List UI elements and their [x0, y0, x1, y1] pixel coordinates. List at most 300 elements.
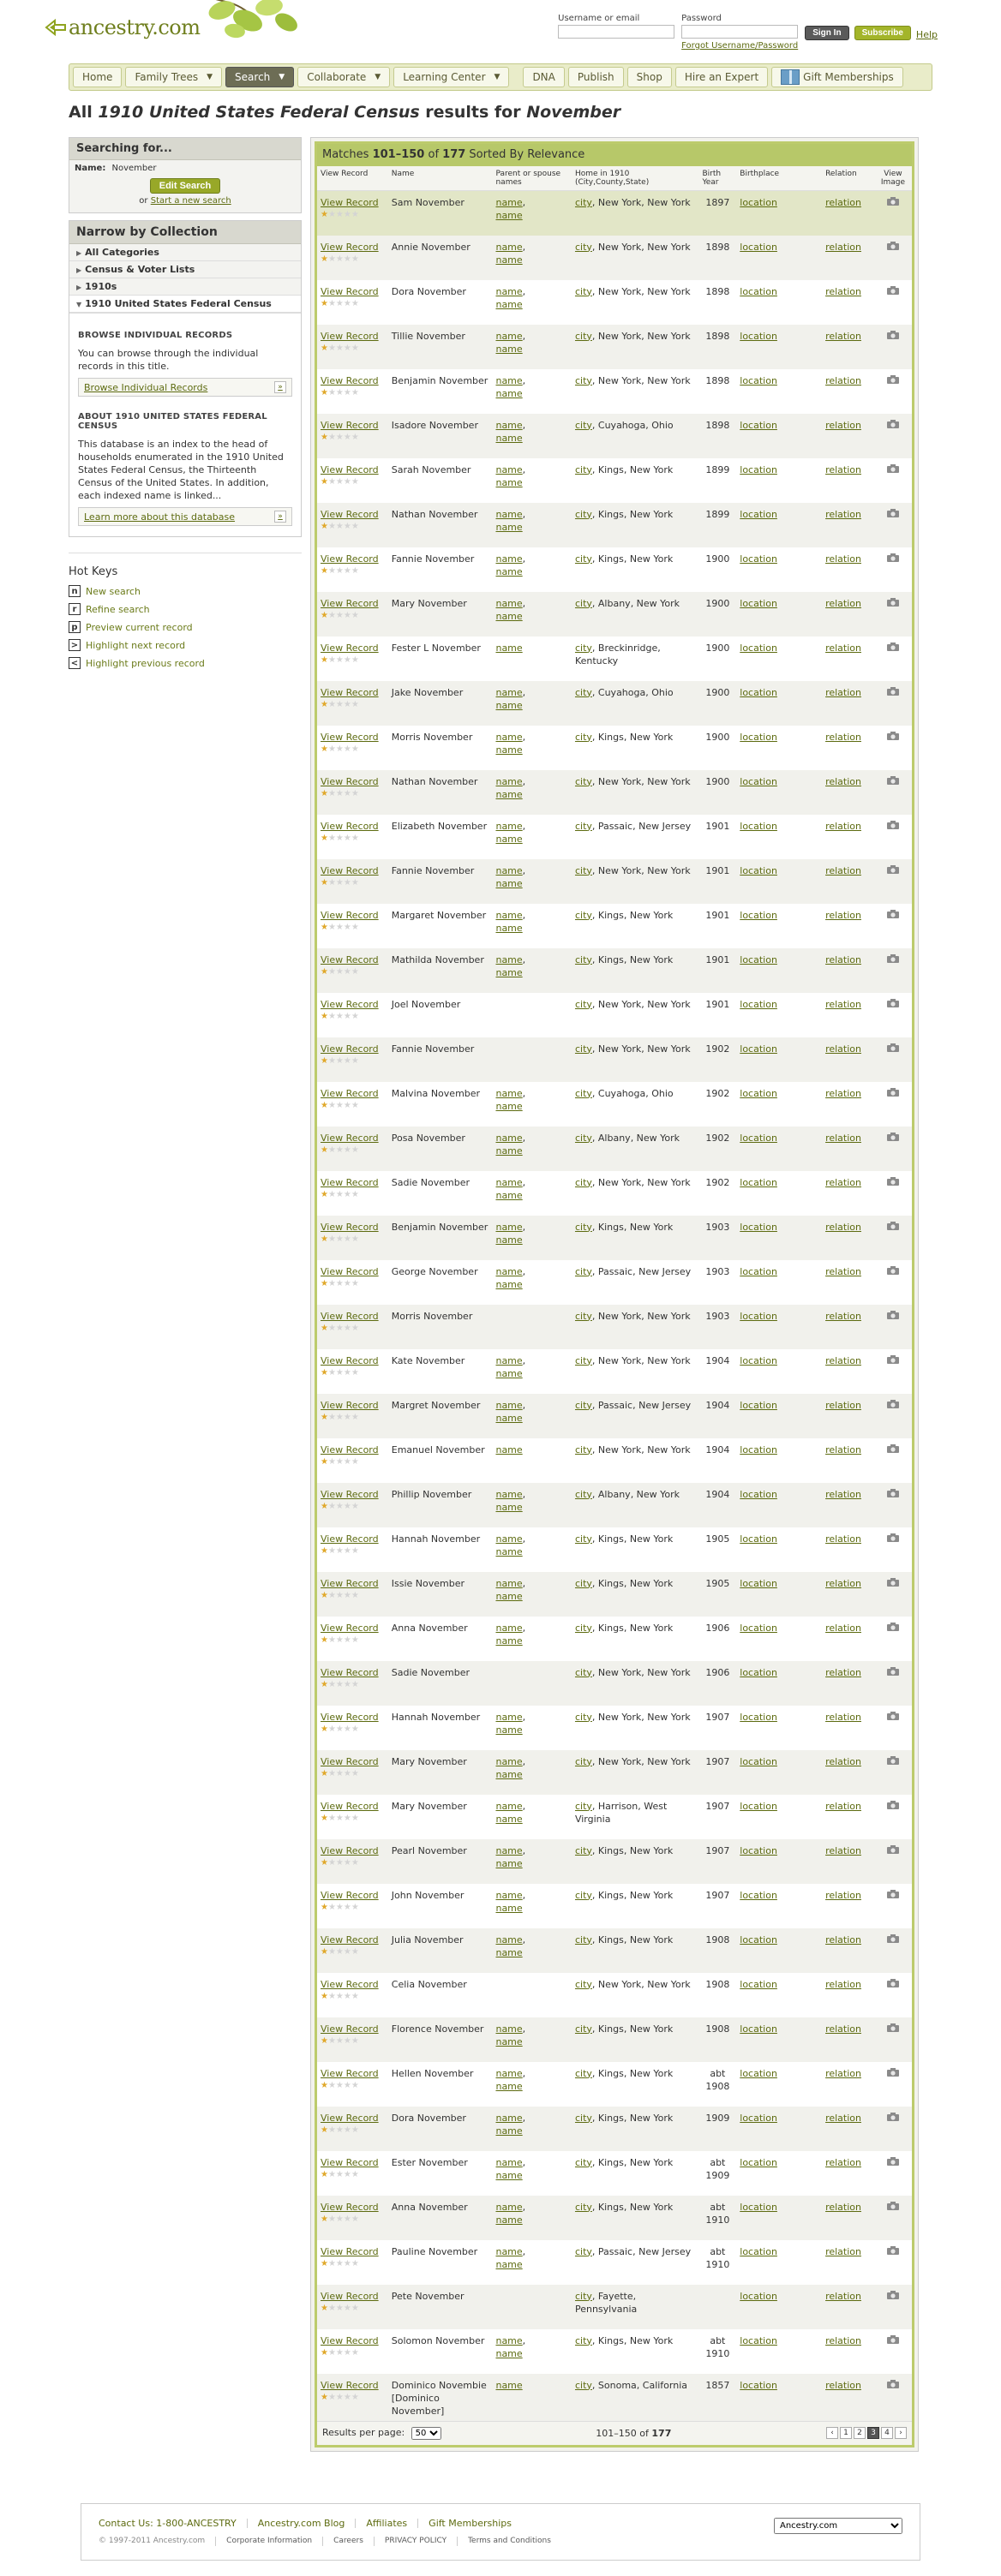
parent-name-link[interactable]: name: [495, 744, 523, 756]
parent-name-link[interactable]: name: [495, 864, 523, 876]
location-link[interactable]: location: [740, 1354, 777, 1366]
nav-family-trees[interactable]: [125, 67, 222, 87]
camera-icon[interactable]: [886, 1176, 900, 1186]
relation-link[interactable]: relation: [825, 1800, 861, 1812]
parent-name-link[interactable]: name: [495, 419, 523, 431]
table-row[interactable]: [317, 325, 912, 369]
camera-icon[interactable]: [886, 463, 900, 474]
city-link[interactable]: city: [574, 686, 592, 698]
relation-link[interactable]: relation: [825, 686, 861, 698]
location-link[interactable]: location: [740, 374, 777, 386]
camera-icon[interactable]: [886, 553, 900, 563]
view-record-link[interactable]: View Record: [321, 2156, 379, 2168]
parent-name-link[interactable]: name: [495, 1813, 523, 1825]
relation-link[interactable]: relation: [825, 1132, 861, 1144]
table-row[interactable]: [317, 1216, 912, 1260]
table-row[interactable]: [317, 2151, 912, 2196]
relation-link[interactable]: relation: [825, 1265, 861, 1277]
location-link[interactable]: location: [740, 1978, 777, 1990]
page-number[interactable]: 3: [867, 2427, 879, 2439]
view-record-link[interactable]: View Record: [321, 1844, 379, 1856]
city-link[interactable]: city: [574, 1265, 592, 1277]
relation-link[interactable]: relation: [825, 1755, 861, 1767]
table-row[interactable]: [317, 681, 912, 726]
view-record-link[interactable]: View Record: [321, 2245, 379, 2257]
relation-link[interactable]: relation: [825, 2334, 861, 2346]
view-record-link[interactable]: View Record: [321, 1132, 379, 1144]
location-link[interactable]: location: [740, 1043, 777, 1055]
city-link[interactable]: city: [574, 241, 592, 253]
footer-small-link[interactable]: PRIVACY POLICY: [384, 2537, 447, 2545]
camera-icon[interactable]: [886, 2156, 900, 2167]
view-record-link[interactable]: View Record: [321, 998, 379, 1010]
relation-link[interactable]: relation: [825, 2290, 861, 2302]
camera-icon[interactable]: [886, 2201, 900, 2211]
city-link[interactable]: city: [574, 2067, 592, 2079]
col-parent[interactable]: Parent or spouse names: [492, 166, 572, 191]
relation-link[interactable]: relation: [825, 1622, 861, 1634]
parent-name-link[interactable]: name: [495, 197, 523, 208]
camera-icon[interactable]: [886, 1221, 900, 1231]
parent-name-link[interactable]: name: [495, 1412, 523, 1424]
camera-icon[interactable]: [886, 909, 900, 919]
relation-link[interactable]: relation: [825, 197, 861, 208]
city-link[interactable]: city: [574, 1889, 592, 1901]
view-record-link[interactable]: View Record: [321, 1622, 379, 1634]
view-record-link[interactable]: View Record: [321, 2334, 379, 2346]
table-row[interactable]: [317, 904, 912, 948]
city-link[interactable]: city: [574, 1933, 592, 1945]
camera-icon[interactable]: [886, 419, 900, 429]
relation-link[interactable]: relation: [825, 1844, 861, 1856]
table-row[interactable]: [317, 1527, 912, 1572]
page-number[interactable]: 4: [881, 2427, 893, 2439]
city-link[interactable]: city: [574, 597, 592, 609]
location-link[interactable]: location: [740, 1666, 777, 1678]
location-link[interactable]: location: [740, 820, 777, 832]
parent-name-link[interactable]: name: [495, 1189, 523, 1201]
relation-link[interactable]: relation: [825, 1399, 861, 1411]
table-row[interactable]: [317, 2107, 912, 2151]
parent-name-link[interactable]: name: [495, 1367, 523, 1379]
parent-name-link[interactable]: name: [495, 1145, 523, 1157]
parent-name-link[interactable]: name: [495, 432, 523, 444]
camera-icon[interactable]: [886, 1844, 900, 1855]
camera-icon[interactable]: [886, 2334, 900, 2345]
parent-name-link[interactable]: name: [495, 922, 523, 934]
camera-icon[interactable]: [886, 953, 900, 964]
parent-name-link[interactable]: name: [495, 553, 523, 565]
learn-more-link[interactable]: [78, 507, 292, 526]
location-link[interactable]: location: [740, 2334, 777, 2346]
table-row[interactable]: [317, 2196, 912, 2240]
footer-small-link[interactable]: Terms and Conditions: [468, 2537, 551, 2545]
city-link[interactable]: city: [574, 864, 592, 876]
relation-link[interactable]: relation: [825, 463, 861, 475]
parent-name-link[interactable]: name: [495, 1800, 523, 1812]
city-link[interactable]: city: [574, 909, 592, 921]
hotkey-item[interactable]: [69, 657, 302, 669]
city-link[interactable]: city: [574, 2156, 592, 2168]
view-record-link[interactable]: View Record: [321, 686, 379, 698]
page-number[interactable]: 2: [854, 2427, 866, 2439]
parent-name-link[interactable]: name: [495, 1635, 523, 1647]
relation-link[interactable]: relation: [825, 2112, 861, 2124]
table-row[interactable]: [317, 236, 912, 280]
relation-link[interactable]: relation: [825, 241, 861, 253]
location-link[interactable]: location: [740, 597, 777, 609]
table-row[interactable]: [317, 1082, 912, 1127]
relation-link[interactable]: relation: [825, 597, 861, 609]
camera-icon[interactable]: [886, 1533, 900, 1543]
camera-icon[interactable]: [886, 864, 900, 875]
edit-search-button[interactable]: Edit Search: [150, 178, 221, 194]
view-record-link[interactable]: View Record: [321, 419, 379, 431]
location-link[interactable]: location: [740, 419, 777, 431]
city-link[interactable]: city: [574, 2379, 592, 2391]
help-link[interactable]: Help: [915, 29, 938, 40]
parent-name-link[interactable]: name: [495, 2169, 523, 2181]
camera-icon[interactable]: [886, 2379, 900, 2389]
relation-link[interactable]: relation: [825, 2023, 861, 2035]
view-record-link[interactable]: View Record: [321, 1800, 379, 1812]
view-record-link[interactable]: View Record: [321, 597, 379, 609]
relation-link[interactable]: relation: [825, 330, 861, 342]
parent-name-link[interactable]: name: [495, 521, 523, 533]
parent-name-link[interactable]: name: [495, 2245, 523, 2257]
parent-name-link[interactable]: name: [495, 909, 523, 921]
parent-name-link[interactable]: name: [495, 1844, 523, 1856]
city-link[interactable]: city: [574, 2245, 592, 2257]
parent-name-link[interactable]: name: [495, 833, 523, 845]
relation-link[interactable]: relation: [825, 2067, 861, 2079]
location-link[interactable]: location: [740, 1310, 777, 1322]
location-link[interactable]: location: [740, 2112, 777, 2124]
city-link[interactable]: city: [574, 1577, 592, 1589]
relation-link[interactable]: relation: [825, 553, 861, 565]
table-row[interactable]: [317, 1127, 912, 1171]
city-link[interactable]: city: [574, 1666, 592, 1678]
camera-icon[interactable]: [886, 597, 900, 607]
hotkey-item[interactable]: [69, 603, 302, 615]
ancestry-logo[interactable]: [45, 15, 201, 39]
camera-icon[interactable]: [886, 1399, 900, 1409]
view-record-link[interactable]: View Record: [321, 1533, 379, 1545]
parent-name-link[interactable]: name: [495, 2201, 523, 2213]
per-page-select[interactable]: [411, 2427, 441, 2440]
relation-link[interactable]: relation: [825, 1889, 861, 1901]
location-link[interactable]: location: [740, 864, 777, 876]
location-link[interactable]: location: [740, 2067, 777, 2079]
relation-link[interactable]: relation: [825, 1310, 861, 1322]
parent-name-link[interactable]: name: [495, 387, 523, 399]
camera-icon[interactable]: [886, 1933, 900, 1944]
relation-link[interactable]: relation: [825, 2156, 861, 2168]
camera-icon[interactable]: [886, 731, 900, 741]
view-record-link[interactable]: View Record: [321, 2112, 379, 2124]
camera-icon[interactable]: [886, 1666, 900, 1676]
city-link[interactable]: city: [574, 1399, 592, 1411]
location-link[interactable]: location: [740, 1622, 777, 1634]
camera-icon[interactable]: [886, 374, 900, 385]
parent-name-link[interactable]: name: [495, 1278, 523, 1290]
parent-name-link[interactable]: name: [495, 1711, 523, 1723]
relation-link[interactable]: relation: [825, 2245, 861, 2257]
nav-dna[interactable]: [523, 67, 564, 87]
subscribe-button[interactable]: Subscribe: [854, 26, 911, 40]
location-link[interactable]: location: [740, 1889, 777, 1901]
parent-name-link[interactable]: name: [495, 1857, 523, 1869]
footer-small-link[interactable]: Corporate Information: [226, 2537, 313, 2545]
camera-icon[interactable]: [886, 1132, 900, 1142]
location-link[interactable]: location: [740, 330, 777, 342]
relation-link[interactable]: relation: [825, 909, 861, 921]
city-link[interactable]: city: [574, 553, 592, 565]
parent-name-link[interactable]: name: [495, 2156, 523, 2168]
parent-name-link[interactable]: name: [495, 1488, 523, 1500]
col-home[interactable]: Home in 1910 (City,County,State): [572, 166, 698, 191]
camera-icon[interactable]: [886, 1978, 900, 1988]
parent-name-link[interactable]: name: [495, 343, 523, 355]
location-link[interactable]: location: [740, 1176, 777, 1188]
collection-item[interactable]: [69, 296, 301, 313]
view-record-link[interactable]: View Record: [321, 1265, 379, 1277]
parent-name-link[interactable]: name: [495, 508, 523, 520]
parent-name-link[interactable]: name: [495, 565, 523, 577]
parent-name-link[interactable]: name: [495, 788, 523, 800]
location-link[interactable]: location: [740, 2290, 777, 2302]
city-link[interactable]: city: [574, 374, 592, 386]
parent-name-link[interactable]: name: [495, 953, 523, 965]
parent-name-link[interactable]: name: [495, 699, 523, 711]
hotkey-item[interactable]: [69, 621, 302, 633]
view-record-link[interactable]: View Record: [321, 463, 379, 475]
parent-name-link[interactable]: name: [495, 1176, 523, 1188]
relation-link[interactable]: relation: [825, 1533, 861, 1545]
camera-icon[interactable]: [886, 1354, 900, 1365]
camera-icon[interactable]: [886, 1622, 900, 1632]
city-link[interactable]: city: [574, 731, 592, 743]
parent-name-link[interactable]: name: [495, 374, 523, 386]
relation-link[interactable]: relation: [825, 1043, 861, 1055]
parent-name-link[interactable]: name: [495, 1902, 523, 1914]
location-link[interactable]: location: [740, 1800, 777, 1812]
city-link[interactable]: city: [574, 2023, 592, 2035]
location-link[interactable]: location: [740, 241, 777, 253]
view-record-link[interactable]: View Record: [321, 775, 379, 787]
table-row[interactable]: [317, 1037, 912, 1082]
location-link[interactable]: location: [740, 285, 777, 297]
view-record-link[interactable]: View Record: [321, 553, 379, 565]
parent-name-link[interactable]: name: [495, 2035, 523, 2047]
view-record-link[interactable]: View Record: [321, 197, 379, 208]
relation-link[interactable]: relation: [825, 1577, 861, 1589]
camera-icon[interactable]: [886, 2067, 900, 2077]
relation-link[interactable]: relation: [825, 1354, 861, 1366]
table-row[interactable]: [317, 191, 912, 236]
location-link[interactable]: location: [740, 1265, 777, 1277]
view-record-link[interactable]: View Record: [321, 1354, 379, 1366]
parent-name-link[interactable]: name: [495, 1768, 523, 1780]
camera-icon[interactable]: [886, 2290, 900, 2300]
camera-icon[interactable]: [886, 1265, 900, 1276]
table-row[interactable]: [317, 2285, 912, 2329]
relation-link[interactable]: relation: [825, 998, 861, 1010]
city-link[interactable]: city: [574, 2201, 592, 2213]
location-link[interactable]: location: [740, 1443, 777, 1455]
parent-name-link[interactable]: name: [495, 1501, 523, 1513]
parent-name-link[interactable]: name: [495, 597, 523, 609]
parent-name-link[interactable]: name: [495, 731, 523, 743]
parent-name-link[interactable]: name: [495, 877, 523, 889]
footer-link[interactable]: Affiliates: [366, 2517, 408, 2529]
collection-item[interactable]: [69, 278, 301, 296]
parent-name-link[interactable]: name: [495, 254, 523, 266]
location-link[interactable]: location: [740, 1755, 777, 1767]
nav-gift-memberships[interactable]: [771, 67, 903, 87]
view-record-link[interactable]: View Record: [321, 508, 379, 520]
city-link[interactable]: city: [574, 820, 592, 832]
table-row[interactable]: [317, 1171, 912, 1216]
city-link[interactable]: city: [574, 642, 592, 654]
view-record-link[interactable]: View Record: [321, 241, 379, 253]
location-link[interactable]: location: [740, 508, 777, 520]
forgot-password-link[interactable]: Forgot Username/Password: [681, 41, 799, 51]
parent-name-link[interactable]: name: [495, 2347, 523, 2359]
site-select[interactable]: [774, 2518, 902, 2534]
view-record-link[interactable]: View Record: [321, 1221, 379, 1233]
relation-link[interactable]: relation: [825, 285, 861, 297]
relation-link[interactable]: relation: [825, 820, 861, 832]
camera-icon[interactable]: [886, 241, 900, 251]
table-row[interactable]: [317, 993, 912, 1037]
parent-name-link[interactable]: name: [495, 210, 523, 221]
camera-icon[interactable]: [886, 686, 900, 696]
view-record-link[interactable]: View Record: [321, 2067, 379, 2079]
parent-name-link[interactable]: name: [495, 1265, 523, 1277]
col-birthplace[interactable]: Birthplace: [736, 166, 822, 191]
location-link[interactable]: location: [740, 1399, 777, 1411]
table-row[interactable]: [317, 1349, 912, 1394]
table-row[interactable]: [317, 2329, 912, 2374]
table-row[interactable]: [317, 1438, 912, 1483]
city-link[interactable]: city: [574, 775, 592, 787]
location-link[interactable]: location: [740, 1488, 777, 1500]
city-link[interactable]: city: [574, 508, 592, 520]
next-page-icon[interactable]: ›: [895, 2427, 907, 2439]
relation-link[interactable]: relation: [825, 642, 861, 654]
camera-icon[interactable]: [886, 1711, 900, 1721]
browse-records-link[interactable]: [78, 378, 292, 397]
view-record-link[interactable]: View Record: [321, 1399, 379, 1411]
table-row[interactable]: [317, 1884, 912, 1928]
col-birth-year[interactable]: Birth Year: [698, 166, 736, 191]
parent-name-link[interactable]: name: [495, 686, 523, 698]
table-row[interactable]: [317, 2240, 912, 2285]
footer-link[interactable]: Contact Us: 1-800-ANCESTRY: [99, 2517, 237, 2529]
relation-link[interactable]: relation: [825, 1978, 861, 1990]
collection-item[interactable]: [69, 261, 301, 278]
relation-link[interactable]: relation: [825, 1488, 861, 1500]
table-row[interactable]: [317, 1394, 912, 1438]
footer-link[interactable]: Ancestry.com Blog: [257, 2517, 345, 2529]
location-link[interactable]: location: [740, 1844, 777, 1856]
parent-name-link[interactable]: name: [495, 476, 523, 488]
city-link[interactable]: city: [574, 953, 592, 965]
city-link[interactable]: city: [574, 2334, 592, 2346]
relation-link[interactable]: relation: [825, 2201, 861, 2213]
camera-icon[interactable]: [886, 330, 900, 340]
camera-icon[interactable]: [886, 998, 900, 1008]
parent-name-link[interactable]: name: [495, 775, 523, 787]
nav-learning-center[interactable]: [393, 67, 509, 87]
parent-name-link[interactable]: name: [495, 2080, 523, 2092]
start-new-search-link[interactable]: Start a new search: [150, 196, 231, 206]
table-row[interactable]: [317, 414, 912, 458]
camera-icon[interactable]: [886, 1889, 900, 1899]
city-link[interactable]: city: [574, 197, 592, 208]
parent-name-link[interactable]: name: [495, 1100, 523, 1112]
city-link[interactable]: city: [574, 1844, 592, 1856]
parent-name-link[interactable]: name: [495, 1234, 523, 1246]
city-link[interactable]: city: [574, 1488, 592, 1500]
relation-link[interactable]: relation: [825, 1443, 861, 1455]
camera-icon[interactable]: [886, 2023, 900, 2033]
location-link[interactable]: location: [740, 909, 777, 921]
view-record-link[interactable]: View Record: [321, 2379, 379, 2391]
hotkey-item[interactable]: [69, 585, 302, 597]
table-row[interactable]: [317, 948, 912, 993]
col-view-record[interactable]: View Record: [317, 166, 388, 191]
city-link[interactable]: city: [574, 285, 592, 297]
parent-name-link[interactable]: name: [495, 2258, 523, 2270]
relation-link[interactable]: relation: [825, 1087, 861, 1099]
city-link[interactable]: city: [574, 1310, 592, 1322]
footer-small-link[interactable]: Careers: [333, 2537, 363, 2545]
camera-icon[interactable]: [886, 1043, 900, 1053]
table-row[interactable]: [317, 1750, 912, 1795]
city-link[interactable]: city: [574, 1221, 592, 1233]
camera-icon[interactable]: [886, 1577, 900, 1587]
view-record-link[interactable]: View Record: [321, 330, 379, 342]
table-row[interactable]: [317, 1617, 912, 1661]
view-record-link[interactable]: View Record: [321, 1443, 379, 1455]
camera-icon[interactable]: [886, 2245, 900, 2256]
table-row[interactable]: [317, 547, 912, 592]
nav-shop[interactable]: [627, 67, 672, 87]
table-row[interactable]: [317, 1305, 912, 1349]
table-row[interactable]: [317, 1260, 912, 1305]
table-row[interactable]: [317, 1706, 912, 1750]
city-link[interactable]: city: [574, 1755, 592, 1767]
relation-link[interactable]: relation: [825, 1711, 861, 1723]
city-link[interactable]: city: [574, 1800, 592, 1812]
parent-name-link[interactable]: name: [495, 1577, 523, 1589]
city-link[interactable]: city: [574, 2112, 592, 2124]
camera-icon[interactable]: [886, 196, 900, 206]
location-link[interactable]: location: [740, 2245, 777, 2257]
view-record-link[interactable]: View Record: [321, 2290, 379, 2302]
relation-link[interactable]: relation: [825, 953, 861, 965]
parent-name-link[interactable]: name: [495, 1590, 523, 1602]
relation-link[interactable]: relation: [825, 374, 861, 386]
parent-name-link[interactable]: name: [495, 1354, 523, 1366]
prev-page-icon[interactable]: ‹: [826, 2427, 838, 2439]
view-record-link[interactable]: View Record: [321, 1755, 379, 1767]
parent-name-link[interactable]: name: [495, 285, 523, 297]
parent-name-link[interactable]: name: [495, 2067, 523, 2079]
col-name[interactable]: Name: [388, 166, 493, 191]
